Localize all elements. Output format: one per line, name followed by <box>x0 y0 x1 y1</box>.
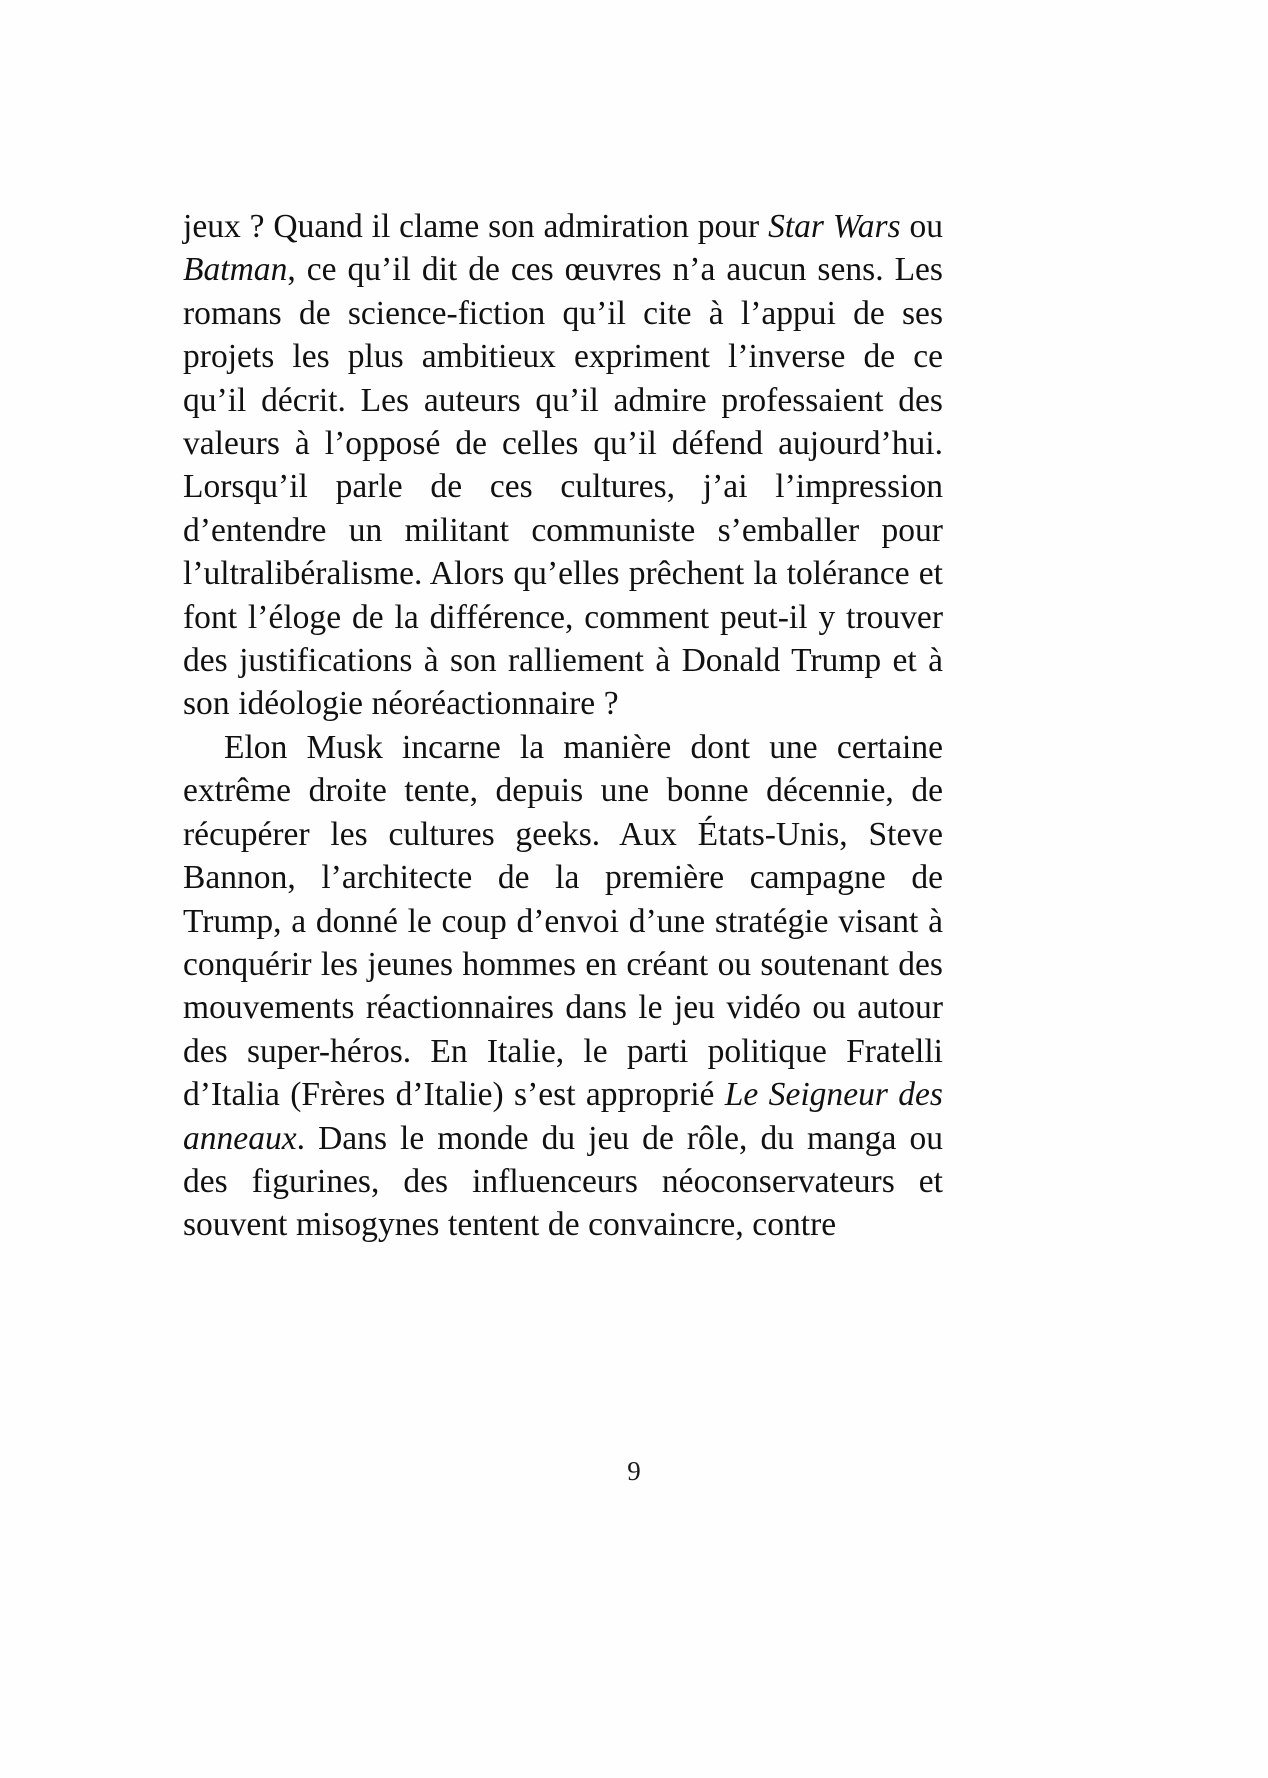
page-text-block <box>183 205 943 1247</box>
body-paragraph-2: Elon Musk incarne la manière dont une certaine extrême droite tente, depuis une bonne décennie, de récupérer les cultures geeks. Aux États-Unis, Steve Bannon, l’architecte de la première campagne de Trump, a donné le coup d’envoi d’une stratégie visant à conquérir les jeunes hommes en créant ou soutenant des mouvements réactionnaires dans le jeu vidéo ou autour des super-héros. En Italie, le parti politique Fratelli d’Italia (Frères d’Italie) s’est approprié Le Seigneur des anneaux. Dans le monde du jeu de rôle, du manga ou des figurines, des influenceurs néoconservateurs et souvent misogynes tentent de convaincre, contre <box>183 728 943 1244</box>
body-paragraph-1: jeux ? Quand il clame son admiration pour Star Wars ou Batman, ce qu’il dit de ces œuvres n’a aucun sens. Les romans de science-fiction qu’il cite à l’appui de ses projets les plus ambitieux expriment l’inverse de ce qu’il décrit. Les auteurs qu’il admire professaient des valeurs à l’opposé de celles qu’il défend aujourd’hui. Lorsqu’il parle de ces cultures, j’ai l’impression d’entendre un militant communiste s’emballer pour l’ultralibéralisme. Alors qu’elles prêchent la tolérance et font l’éloge de la différence, comment peut-il y trouver des justifications à son ralliement à Donald Trump et à son idéologie néoréactionnaire ? <box>183 208 943 723</box>
page-number-folio: 9 <box>627 1456 641 1486</box>
